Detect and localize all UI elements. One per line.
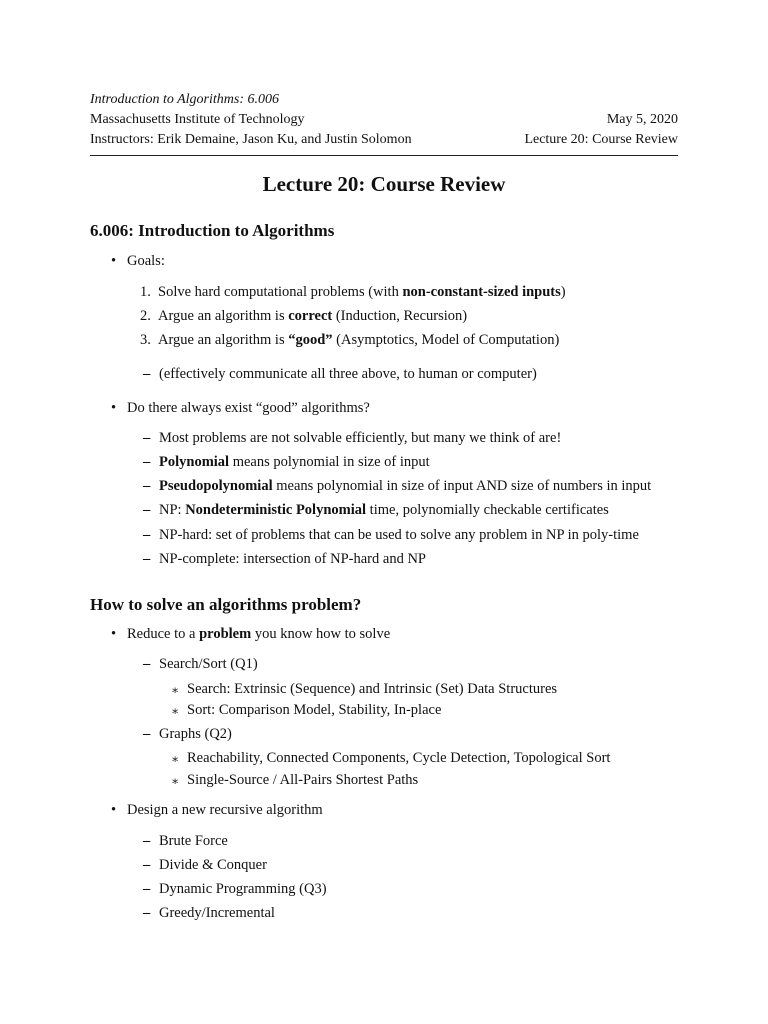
subsubitem: ∗ Search: Extrinsic (Sequence) and Intrinsic (Set) Data Structures: [171, 681, 558, 697]
lecture-label: Lecture 20: Course Review: [524, 132, 678, 147]
subitem-graphs: – Graphs (Q2): [143, 726, 232, 742]
course-title: Introduction to Algorithms: 6.006: [90, 92, 279, 107]
institution: Massachusetts Institute of Technology: [90, 112, 305, 127]
bullet: •: [111, 626, 117, 642]
document-header: [90, 90, 678, 150]
exist-item: – Pseudopolynomial means polynomial in size of input AND size of numbers in input: [143, 478, 652, 494]
design-item: – Dynamic Programming (Q3): [143, 881, 327, 897]
goal-item: 2. Argue an algorithm is correct (Induction, Recursion): [140, 308, 468, 324]
exist-item: – NP: Nondeterministic Polynomial time, polynomially checkable certificates: [143, 502, 609, 518]
subsubitem: ∗ Sort: Comparison Model, Stability, In-place: [171, 702, 442, 718]
list-item-design: • Design a new recursive algorithm: [111, 802, 323, 818]
bullet: •: [111, 802, 117, 818]
exist-item: – NP-complete: intersection of NP-hard and NP: [143, 551, 426, 567]
goal-item: 1. Solve hard computational problems (with non-constant-sized inputs): [140, 284, 566, 300]
design-item: – Brute Force: [143, 833, 228, 849]
page-title: Lecture 20: Course Review: [262, 172, 506, 196]
header-rule: [90, 155, 678, 156]
goal-item: 3. Argue an algorithm is “good” (Asymptotics, Model of Computation): [140, 332, 560, 348]
bullet: •: [111, 253, 117, 269]
exist-item: – Most problems are not solvable efficiently, but many we think of are!: [143, 430, 562, 446]
list-item-goals: • Goals:: [111, 253, 165, 269]
goals-note: – (effectively communicate all three above, to human or computer): [143, 366, 537, 382]
subsubitem: ∗ Reachability, Connected Components, Cycle Detection, Topological Sort: [171, 750, 611, 766]
design-item: – Divide & Conquer: [143, 857, 267, 873]
subsubitem: ∗ Single-Source / All-Pairs Shortest Paths: [171, 772, 419, 788]
design-item: – Greedy/Incremental: [143, 905, 275, 921]
subitem-search-sort: – Search/Sort (Q1): [143, 656, 258, 672]
section-heading-how-to-solve: How to solve an algorithms problem?: [90, 595, 362, 614]
list-item-exist: • Do there always exist “good” algorithms?: [111, 400, 370, 416]
bullet: •: [111, 400, 117, 416]
section-heading-intro: 6.006: Introduction to Algorithms: [90, 221, 335, 240]
exist-item: – NP-hard: set of problems that can be used to solve any problem in NP in poly-time: [143, 527, 639, 543]
date: May 5, 2020: [606, 112, 678, 127]
instructors: Instructors: Erik Demaine, Jason Ku, and Justin Solomon: [90, 132, 412, 147]
list-item-reduce: • Reduce to a problem you know how to solve: [111, 626, 391, 642]
exist-item: – Polynomial means polynomial in size of input: [143, 454, 430, 470]
